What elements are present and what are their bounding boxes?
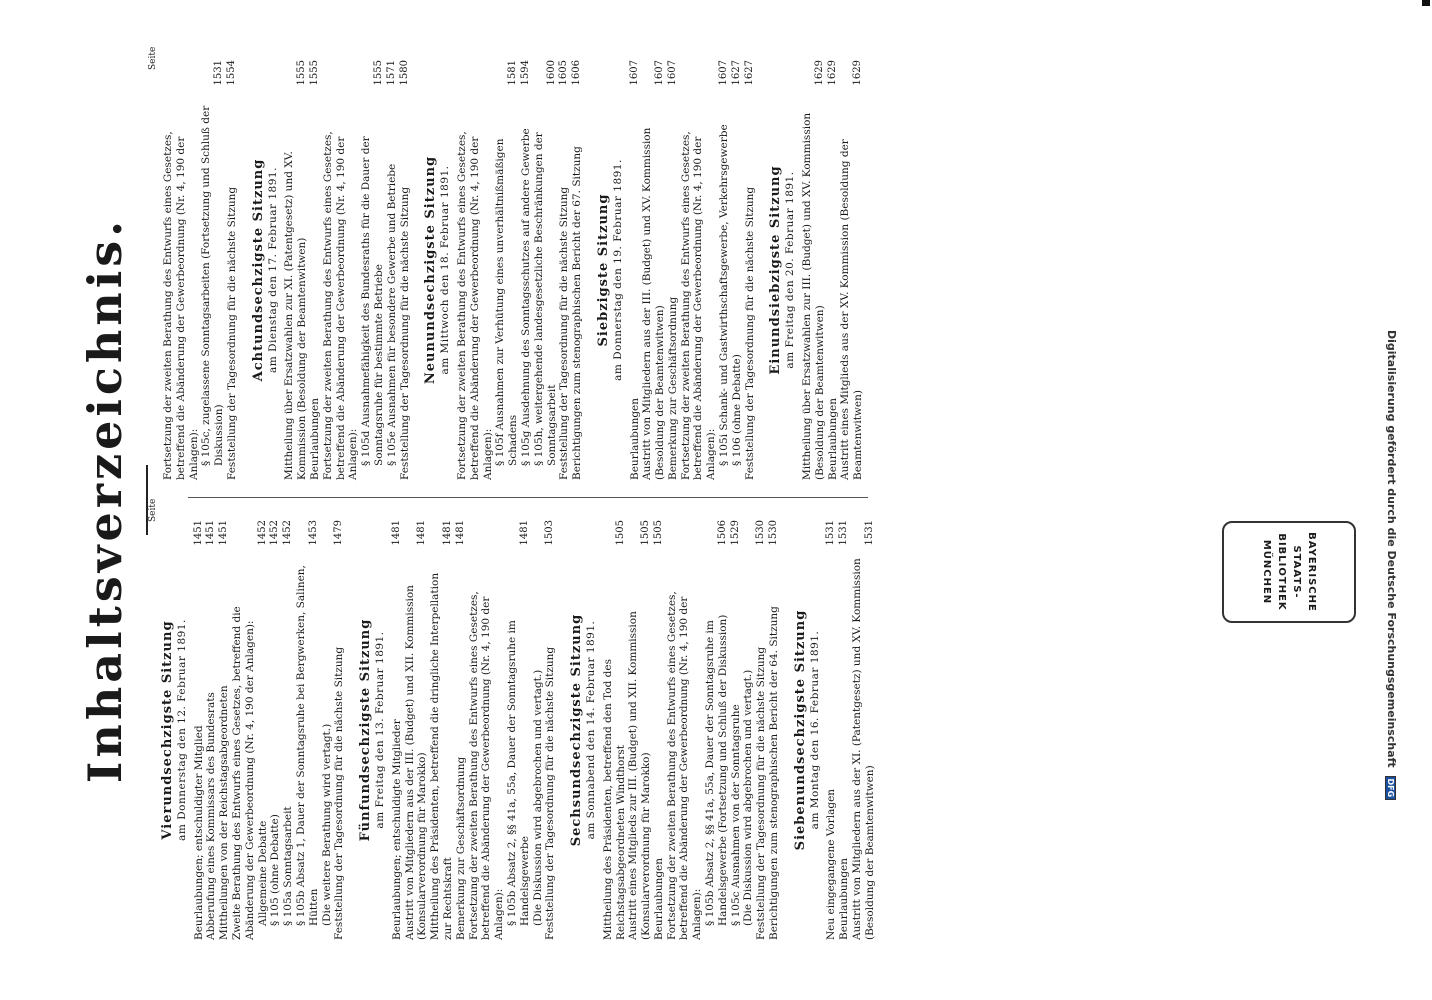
session-title: Neunundsechzigste Sitzung: [423, 155, 439, 385]
toc-entry: [231, 520, 257, 940]
toc-entry: [680, 60, 718, 480]
session-block: [425, 60, 584, 480]
toc-entry: [704, 520, 730, 940]
toc-entry-text: Beurlaubungen; entschuldigte Mitglieder: [390, 719, 403, 940]
toc-entry-page: 1580: [398, 60, 410, 86]
toc-entry-text: Bemerkung zur Geschäftsordnung: [666, 296, 679, 480]
library-stamp: [1222, 521, 1356, 623]
toc-entry: [839, 60, 865, 480]
toc-entry-text: § 105c Ausnahmen von der Sonntagsruhe: [729, 704, 742, 926]
toc-entry: [571, 60, 584, 480]
toc-entry-page: 1629: [826, 60, 838, 86]
toc-entry-text: (Die Diskussion wird abgebrochen und vertagt.): [531, 669, 544, 926]
toc-entry-page: 1629: [813, 60, 825, 86]
dfg-logo: DFG: [1385, 776, 1396, 801]
toc-entry-text: § 106 (ohne Debatte): [730, 354, 743, 466]
toc-entry-text: Fortsetzung der zweiten Berathung des Entwurfs eines Gesetzes, betreffend die Abänderung der Gewerbeordnung (Nr. 4, 190 der Anlagen):: [467, 591, 506, 940]
toc-entry-page: 1503: [544, 520, 556, 546]
toc-entry-page: 1555: [308, 60, 320, 86]
toc-entry-page: 1531: [213, 60, 225, 86]
toc-entry: [456, 60, 494, 480]
session-block: [162, 520, 346, 940]
toc-entry: [226, 60, 239, 480]
toc-entry-page: 1530: [755, 520, 767, 546]
session-block: [250, 60, 412, 480]
toc-entry: [360, 60, 386, 480]
toc-entry-page: 1481: [416, 520, 428, 546]
footer-text: Digitalisierung gefördert durch die Deutsche Forschungsgemeinschaft: [1385, 330, 1398, 768]
session-block: [571, 520, 781, 940]
toc-entry: [218, 520, 231, 940]
toc-entry-page: 1453: [307, 520, 319, 546]
toc-entry: [205, 520, 218, 940]
toc-entry: [532, 520, 545, 940]
toc-entry-page: 1530: [768, 520, 780, 546]
toc-entry-text: Fortsetzung der zweiten Berathung des Entwurfs eines Gesetzes, betreffend die Abänderung der Gewerbeordnung (Nr. 4, 190 der Anlagen):: [679, 131, 718, 480]
session-title: Siebenundsechzigste Sitzung: [792, 609, 808, 851]
toc-entry-page: 1479: [333, 520, 345, 546]
toc-entry-text: § 105i Schank- und Gastwirthschaftsgewerbe, Verkehrsgewerbe: [718, 124, 731, 466]
toc-entry-page: 1505: [652, 520, 664, 546]
toc-entry-page: 1605: [558, 60, 570, 86]
toc-entry-page: 1554: [225, 60, 237, 86]
toc-entry: [544, 520, 557, 940]
toc-entry: [827, 60, 840, 480]
toc-entry-text: Austritt von Mitgliedern aus der III. (Budget) und XII. Kommission (Konsularverordnung für Marokko): [403, 585, 429, 940]
left-column: [162, 520, 891, 940]
toc-entry-page: 1529: [729, 520, 741, 546]
toc-entry-text: § 105g Ausdehnung des Sonntagsschutzes auf andere Gewerbe: [519, 128, 532, 466]
session-title: Achtundsechzigste Sitzung: [250, 158, 266, 382]
toc-entry: [768, 520, 781, 940]
toc-entry: [162, 60, 200, 480]
toc-entry: [404, 520, 430, 940]
toc-entry: [653, 520, 666, 940]
toc-entry: [558, 60, 571, 480]
toc-entry: [731, 60, 744, 480]
toc-entry: [494, 60, 520, 480]
toc-entry-text: Zweite Berathung des Entwurfs eines Gesetzes, betreffend die Abänderung der Gewerbeordnung (Nr. 4, 190 der Anlagen):: [230, 606, 256, 940]
toc-entry: [399, 60, 412, 480]
toc-entry-page: 1451: [218, 520, 230, 546]
column-divider: [188, 497, 868, 498]
toc-entry-text: Mittheilungen von der Reichstagsabgeordneten: [218, 685, 231, 940]
toc-entry: [455, 520, 468, 940]
toc-entry-text: Mittheilung über Ersatzwahlen zur III. (Budget) und XV. Kommission (Besoldung der Beamtenwitwen): [801, 112, 826, 480]
toc-entry-page: 1571: [385, 60, 397, 86]
toc-entry: [282, 520, 295, 940]
toc-entry-text: Fortsetzung der zweiten Berathung des Entwurfs eines Gesetzes, betreffend die Abänderung der Gewerbeordnung (Nr. 4, 190 der Anlagen):: [162, 131, 200, 480]
toc-entry-page: 1555: [296, 60, 308, 86]
session-date: am Freitag den 13. Februar 1891.: [373, 631, 386, 829]
toc-entry: [506, 520, 532, 940]
toc-entry: [666, 520, 704, 940]
toc-entry-text: Beurlaubungen: [308, 397, 321, 480]
toc-entry-text: Beurlaubungen: [628, 397, 641, 480]
toc-entry-page: 1506: [716, 520, 728, 546]
toc-entry-text: Beurlaubungen: [838, 857, 851, 940]
toc-entry-page: 1481: [518, 520, 530, 546]
toc-entry-text: Beurlaubungen: [652, 857, 665, 940]
toc-entry: [755, 520, 768, 940]
toc-entry-text: Bemerkung zur Geschäftsordnung: [454, 756, 467, 940]
toc-entry-text: Allgemeine Debatte: [256, 820, 269, 926]
toc-entry-page: 1607: [666, 60, 678, 86]
toc-entry-text: Fortsetzung der zweiten Berathung des Entwurfs eines Gesetzes, betreffend die Abänderung der Gewerbeordnung (Nr. 4, 190 der Anlagen):: [455, 131, 494, 480]
toc-entry: [333, 520, 346, 940]
toc-entry-text: Abberufung eines Kommissars des Bundesrats: [205, 692, 218, 940]
toc-entry-text: Beurlaubungen; entschuldigter Mitglied: [192, 725, 205, 940]
toc-entry-page: 1629: [852, 60, 864, 86]
toc-entry: [801, 60, 827, 480]
toc-entry-text: Austritt eines Mitglieds aus der XV. Kommission (Besoldung der Beamtenwitwen): [839, 139, 865, 480]
toc-entry-page: 1627: [743, 60, 755, 86]
toc-entry-page: 1555: [372, 60, 384, 86]
rotated-page: [68, 0, 1128, 1000]
toc-entry-text: Berichtigungen zum stenographischen Bericht der 64. Sitzung: [768, 606, 781, 940]
toc-entry-page: 1481: [390, 520, 402, 546]
toc-entry: [641, 60, 667, 480]
toc-entry-page: 1481: [441, 520, 453, 546]
toc-entry-page: 1481: [454, 520, 466, 546]
toc-entry-page: 1451: [192, 520, 204, 546]
toc-entry-text: Feststellung der Tagesordnung für die nächste Sitzung: [225, 186, 238, 480]
toc-entry-text: Mittheilung über Ersatzwahlen zur XI. (Patentgesetz) und XV. Kommission (Besoldung der Beamtenwitwen): [283, 151, 309, 480]
toc-entry-text: Feststellung der Tagesordnung für die nächste Sitzung: [755, 646, 768, 940]
toc-entry: [200, 60, 226, 480]
toc-entry: [627, 520, 653, 940]
session-date: am Dienstag den 17. Februar 1891.: [266, 167, 279, 373]
toc-entry: [602, 520, 628, 940]
toc-entry-text: § 105c, zugelassene Sonntagsarbeiten (Fortsetzung und Schluß der Diskussion): [200, 105, 226, 466]
right-column: [162, 60, 879, 480]
toc-entry-text: Austritt von Mitgliedern aus der XI. (Patentgesetz) und XV. Kommission (Besoldung der Beamtenwitwen): [851, 558, 876, 940]
toc-entry-page: 1607: [718, 60, 730, 86]
toc-entry: [629, 60, 642, 480]
stamp-line: MÜNCHEN: [1261, 539, 1272, 605]
toc-entry-text: (Die Diskussion wird abgebrochen und vertagt.): [742, 669, 755, 926]
toc-entry-text: Feststellung der Tagesordnung für die nächste Sitzung: [544, 646, 557, 940]
toc-entry-text: Feststellung der Tagesordnung für die nächste Sitzung: [743, 186, 756, 480]
toc-entry-page: 1606: [571, 60, 583, 86]
toc-entry-text: Austritt von Mitgliedern aus der III. (Budget) und XV. Kommission (Besoldung der Beamtenwitwen): [641, 127, 667, 480]
toc-entry: [744, 60, 757, 480]
session-title: Sechsundsechzigste Sitzung: [569, 613, 585, 847]
toc-entry: [283, 60, 309, 480]
toc-entry: [533, 60, 559, 480]
toc-entry-text: Austritt eines Mitglieds zur III. (Budget) und XII. Kommission (Konsularverordnung für Marokko): [627, 611, 653, 940]
toc-entry-text: § 105b Absatz 2, §§ 41a, 55a, Dauer der Sonntagsruhe im Handelsgewerbe: [505, 620, 531, 926]
toc-entry-page: 1451: [205, 520, 217, 546]
session-title: Siebzigste Sitzung: [595, 193, 611, 347]
toc-entry: [321, 520, 334, 940]
session-title: Fünfundsechzigste Sitzung: [358, 618, 374, 842]
toc-entry-page: 1581: [507, 60, 519, 86]
toc-entry-text: Mittheilung des Präsidenten, betreffend die dringliche Interpellation zur Rechtskraft: [429, 572, 454, 940]
session-date: am Sonnabend den 14. Februar 1891.: [584, 620, 597, 840]
toc-entry: [851, 520, 877, 940]
toc-entry-page: 1594: [519, 60, 531, 86]
scan-corner-mark: [1422, 0, 1430, 6]
toc-entry: [667, 60, 680, 480]
session-block: [162, 60, 239, 480]
toc-entry: [257, 520, 270, 940]
toc-entry: [742, 520, 755, 940]
stamp-line: BAYERISCHE: [1306, 532, 1317, 612]
column-header-page-left: Seite: [148, 498, 158, 522]
toc-entry: [193, 520, 206, 940]
session-block: [792, 520, 877, 940]
toc-entry-text: § 105 (ohne Debatte): [269, 814, 282, 926]
stamp-line: STAATS-: [1291, 545, 1302, 599]
toc-entry-text: Feststellung der Tagesordnung für die nächste Sitzung: [333, 646, 346, 940]
toc-entry-page: 1627: [730, 60, 742, 86]
session-block: [770, 60, 865, 480]
toc-entry: [520, 60, 533, 480]
page-title: Inhaltsverzeichnis.: [78, 216, 132, 784]
toc-entry-text: § 105h, weitergehende landesgesetzliche Beschränkungen der Sonntagsarbeit: [532, 132, 558, 466]
toc-entry-text: Berichtigungen zum stenographischen Bericht der 67. Sitzung: [571, 146, 584, 480]
toc-entry: [718, 60, 731, 480]
toc-entry-page: 1452: [256, 520, 268, 546]
toc-entry: [391, 520, 404, 940]
toc-entry: [429, 520, 455, 940]
toc-entry-text: § 105a Sonntagsarbeit: [282, 806, 295, 926]
toc-entry-page: 1531: [863, 520, 875, 546]
toc-entry-page: 1452: [282, 520, 294, 546]
toc-entry: [269, 520, 282, 940]
toc-entry-page: 1531: [825, 520, 837, 546]
toc-entry-text: Mittheilung des Präsidenten, betreffend den Tod des Reichstagsabgeordneten Windthorst: [601, 659, 627, 940]
toc-entry-text: Neu eingegangene Vorlagen: [825, 788, 838, 940]
toc-entry-page: 1607: [654, 60, 666, 86]
toc-entry: [730, 520, 743, 940]
session-title: Einundsiebzigste Sitzung: [768, 165, 784, 375]
toc-entry-text: Fortsetzung der zweiten Berathung des Entwurfs eines Gesetzes, betreffend die Abänderung der Gewerbeordnung (Nr. 4, 190 der Anlagen):: [321, 131, 360, 480]
session-date: am Mittwoch den 18. Februar 1891.: [439, 165, 452, 375]
toc-entry: [309, 60, 322, 480]
toc-entry-text: Fortsetzung der zweiten Berathung des Entwurfs eines Gesetzes, betreffend die Abänderung der Gewerbeordnung (Nr. 4, 190 der Anlagen):: [665, 591, 704, 940]
toc-entry-text: § 105b Absatz 1, Dauer der Sonntagsruhe bei Bergwerken, Salinen, Hütten: [294, 565, 320, 926]
page-content: [68, 46, 1128, 940]
session-block: [595, 60, 757, 480]
toc-entry: [322, 60, 360, 480]
toc-entry-text: § 105e Ausnahmen für besondere Gewerbe und Betriebe: [385, 163, 398, 466]
toc-entry: [386, 60, 399, 480]
toc-entry-text: (Die weitere Berathung wird vertagt.): [320, 723, 333, 926]
toc-entry-text: Beurlaubungen: [826, 397, 839, 480]
toc-entry-text: § 105d Ausnahmefähigkeit des Bundesraths für die Dauer der Sonntagsruhe für bestimmte Betriebe: [360, 136, 385, 466]
session-title: Vierundsechzigste Sitzung: [160, 620, 175, 840]
digitization-footer: [1378, 330, 1398, 990]
toc-entry-page: 1505: [640, 520, 652, 546]
toc-entry-text: § 105b Absatz 2, §§ 41a, 55a, Dauer der Sonntagsruhe im Handelsgewerbe (Fortsetzung und Schluß der Diskussion): [704, 614, 729, 926]
session-date: am Freitag den 20. Februar 1891.: [784, 171, 797, 369]
toc-entry-page: 1531: [838, 520, 850, 546]
toc-entry: [838, 520, 851, 940]
toc-entry-page: 1505: [614, 520, 626, 546]
toc-entry-page: 1607: [628, 60, 640, 86]
toc-entry-text: Feststellung der Tagesordnung für die nächste Sitzung: [398, 186, 411, 480]
column-header-page-right: Seite: [148, 46, 158, 70]
toc-entry-text: § 105f Ausnahmen zur Verhütung eines unverhältnißmäßigen Schadens: [494, 138, 520, 466]
toc-entry: [468, 520, 506, 940]
toc-entry-text: Feststellung der Tagesordnung für die nächste Sitzung: [558, 186, 571, 480]
session-block: [360, 520, 557, 940]
session-date: am Donnerstag den 19. Februar 1891.: [611, 159, 624, 381]
toc-entry-page: 1600: [545, 60, 557, 86]
session-date: am Montag den 16. Februar 1891.: [808, 630, 821, 830]
toc-entry-page: 1452: [269, 520, 281, 546]
stamp-line: BIBLIOTHEK: [1276, 533, 1287, 611]
toc-entry: [295, 520, 321, 940]
session-date: am Donnerstag den 12. Februar 1891.: [175, 619, 188, 841]
toc-entry: [825, 520, 838, 940]
